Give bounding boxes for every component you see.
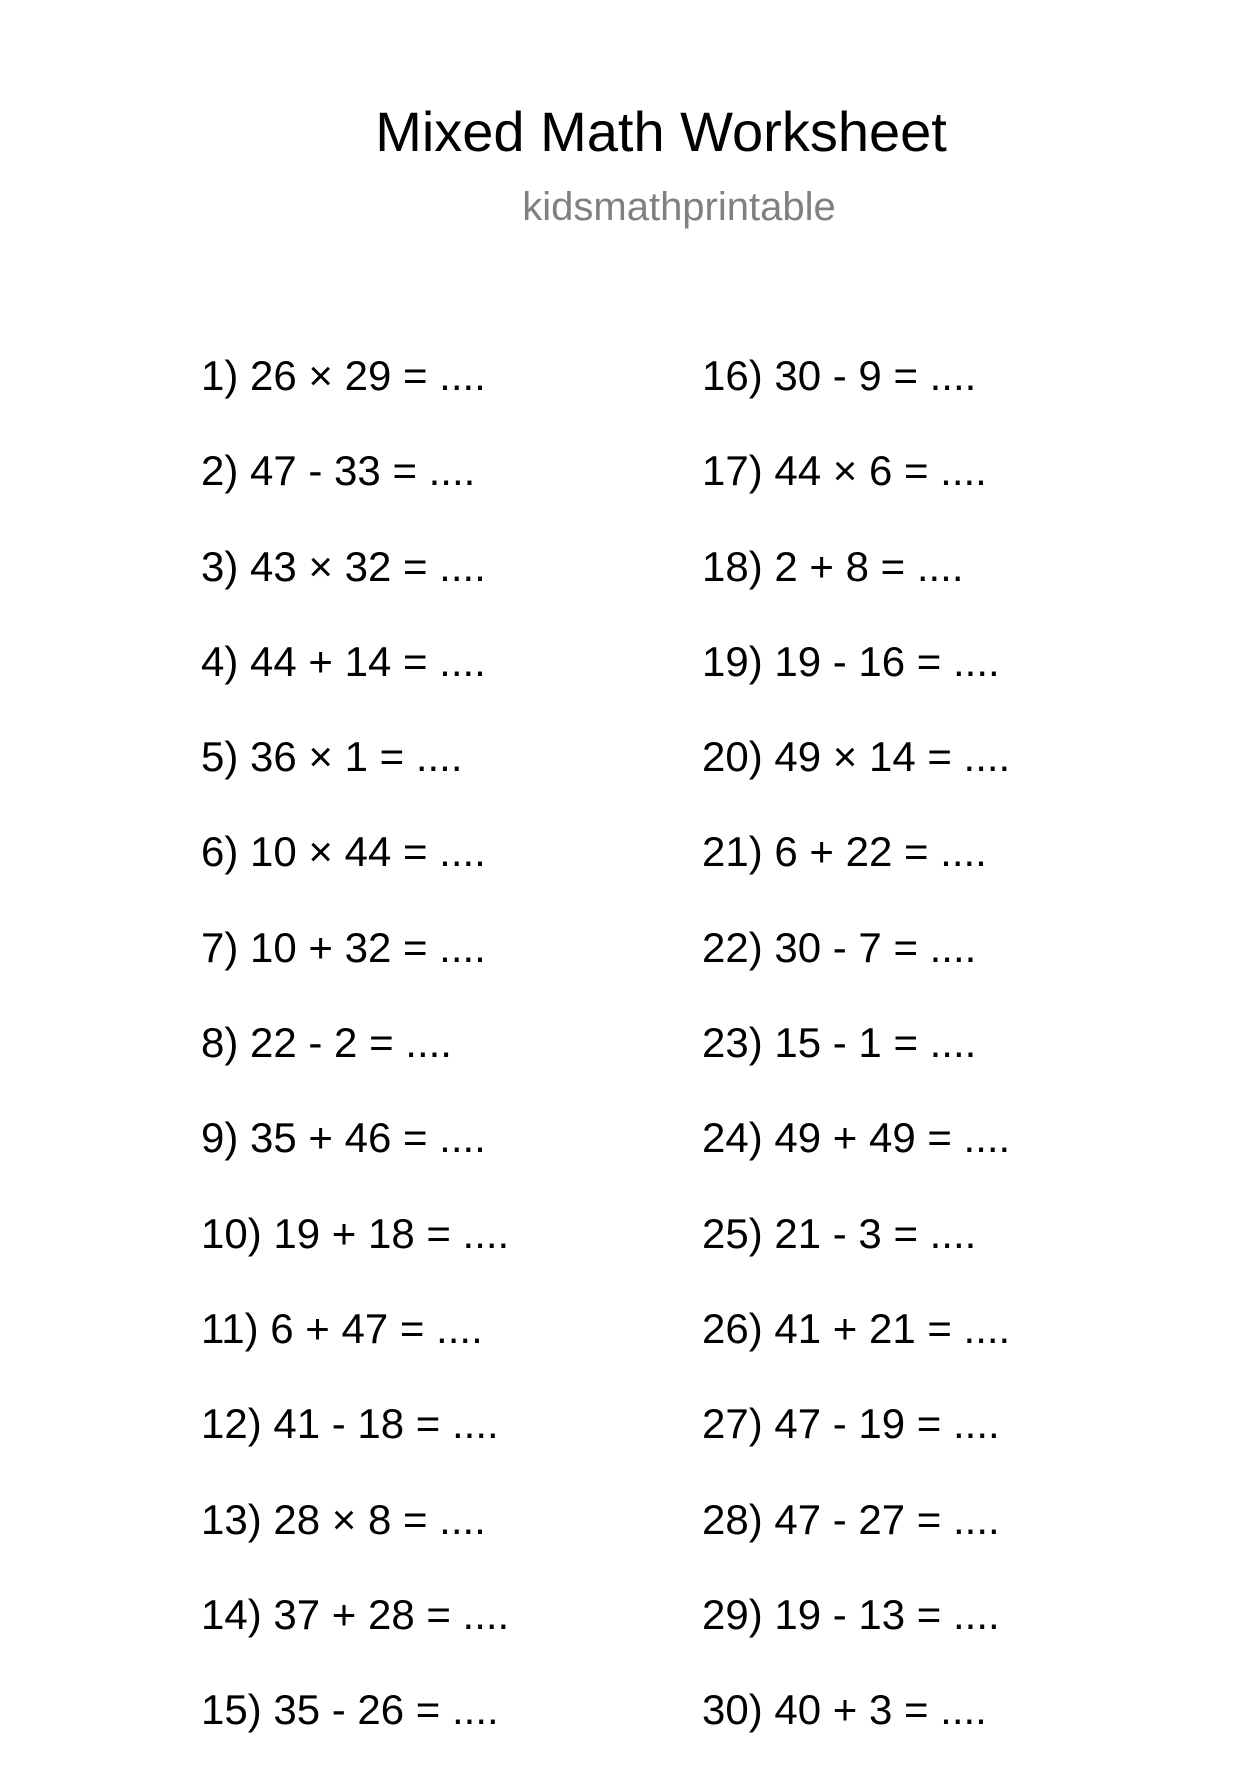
problem-20: 20) 49 × 14 = .... [702, 733, 1011, 781]
problem-13: 13) 28 × 8 = .... [201, 1495, 486, 1543]
problem-4: 4) 44 + 14 = .... [201, 637, 486, 685]
problem-28: 28) 47 - 27 = .... [702, 1495, 1000, 1543]
problem-24: 24) 49 + 49 = .... [702, 1114, 1011, 1162]
worksheet-title: Mixed Math Worksheet [375, 100, 947, 163]
problem-30: 30) 40 + 3 = .... [702, 1686, 987, 1734]
problem-12: 12) 41 - 18 = .... [201, 1400, 499, 1448]
problem-10: 10) 19 + 18 = .... [201, 1209, 510, 1257]
problem-6: 6) 10 × 44 = .... [201, 828, 486, 876]
problem-18: 18) 2 + 8 = .... [702, 542, 964, 590]
problem-column-right [702, 352, 1010, 1781]
problem-column-left [201, 352, 509, 1781]
problem-3: 3) 43 × 32 = .... [201, 542, 486, 590]
problem-22: 22) 30 - 7 = .... [702, 923, 977, 971]
problem-19: 19) 19 - 16 = .... [702, 637, 1000, 685]
problem-21: 21) 6 + 22 = .... [702, 828, 987, 876]
problem-8: 8) 22 - 2 = .... [201, 1019, 452, 1067]
problem-11: 11) 6 + 47 = .... [201, 1304, 483, 1352]
problem-5: 5) 36 × 1 = .... [201, 733, 463, 781]
problem-1: 1) 26 × 29 = .... [201, 352, 486, 399]
problem-25: 25) 21 - 3 = .... [702, 1209, 977, 1257]
problem-26: 26) 41 + 21 = .... [702, 1304, 1011, 1352]
worksheet-subtitle: kidsmathprintable [522, 185, 836, 229]
problem-15: 15) 35 - 26 = .... [201, 1686, 499, 1734]
problem-7: 7) 10 + 32 = .... [201, 923, 486, 971]
problem-27: 27) 47 - 19 = .... [702, 1400, 1000, 1448]
problem-23: 23) 15 - 1 = .... [702, 1019, 977, 1067]
problem-2: 2) 47 - 33 = .... [201, 447, 476, 495]
problem-17: 17) 44 × 6 = .... [702, 447, 987, 495]
problem-16: 16) 30 - 9 = .... [702, 352, 977, 399]
problem-9: 9) 35 + 46 = .... [201, 1114, 486, 1162]
problem-29: 29) 19 - 13 = .... [702, 1590, 1000, 1638]
problem-14: 14) 37 + 28 = .... [201, 1590, 510, 1638]
